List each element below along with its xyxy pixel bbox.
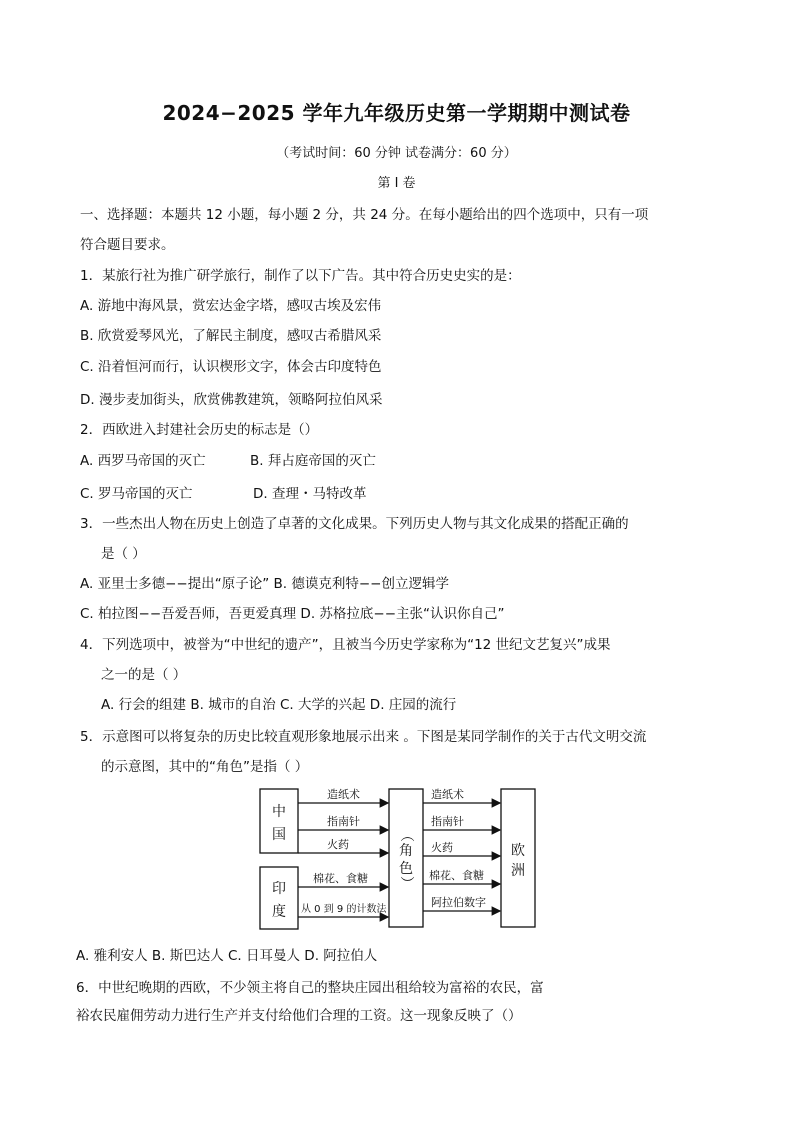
- q1-option-d: D. 漫步麦加街头，欣赏佛教建筑，领略阿拉伯风采: [80, 392, 383, 408]
- q1-option-b: B. 欣赏爱琴风光，了解民主制度，感叹古希腊风采: [80, 328, 382, 344]
- europe-label-2: 洲: [511, 863, 525, 879]
- left-label-gunpowder: 火药: [327, 838, 349, 851]
- q3-options-cd: C. 柏拉图−−吾爱吾师，吾更爱真理 D. 苏格拉底−−主张“认识你自己”: [80, 606, 505, 622]
- section-instructions-line2: 符合题目要求。: [80, 237, 175, 253]
- q5-stem-line1: 5．示意图可以将复杂的历史比较直观形象地展示出来 。下图是某同学制作的关于古代文明交流: [80, 729, 647, 745]
- q1-stem: 1．某旅行社为推广研学旅行，制作了以下广告。其中符合历史史实的是：: [80, 268, 521, 284]
- q2-option-c: C. 罗马帝国的灭亡: [80, 486, 193, 502]
- q2-option-d: D. 查理・马特改革: [253, 486, 367, 502]
- left-label-counting: 从 0 到 9 的计数法: [301, 904, 387, 915]
- china-label-1: 中: [272, 804, 286, 820]
- q5-stem-line2: 的示意图，其中的“角色”是指（ ）: [101, 759, 309, 775]
- role-label-2: 角: [399, 843, 413, 859]
- q2-stem: 2．西欧进入封建社会历史的标志是（）: [80, 422, 319, 438]
- page-title: 2024−2025 学年九年级历史第一学期期中测试卷: [162, 101, 631, 125]
- q3-options-ab: A. 亚里士多德−−提出“原子论” B. 德谟克利特−−创立逻辑学: [80, 576, 449, 592]
- exam-info: （考试时间：60 分钟 试卷满分：60 分）: [276, 146, 517, 161]
- q1-option-a: A. 游地中海风景，赏宏达金字塔，感叹古埃及宏伟: [80, 298, 382, 314]
- china-label-2: 国: [272, 827, 286, 843]
- role-label-3: 色: [399, 861, 413, 877]
- q2-option-a: A. 西罗马帝国的灭亡: [80, 453, 206, 469]
- india-label-2: 度: [272, 904, 286, 920]
- volume-label: 第 I 卷: [377, 176, 416, 191]
- left-label-compass: 指南针: [327, 815, 360, 828]
- right-label-compass: 指南针: [431, 815, 464, 828]
- europe-label-1: 欧: [511, 843, 525, 859]
- india-label-1: 印: [272, 881, 286, 897]
- q4-options: A. 行会的组建 B. 城市的自治 C. 大学的兴起 D. 庄园的流行: [101, 697, 457, 713]
- q6-stem-line1: 6．中世纪晚期的西欧，不少领主将自己的整块庄园出租给较为富裕的农民，富: [76, 980, 544, 996]
- q3-stem-line2: 是（ ）: [101, 546, 146, 562]
- right-label-arabic-numerals: 阿拉伯数字: [431, 896, 486, 909]
- q6-stem-line2: 裕农民雇佣劳动力进行生产并支付给他们合理的工资。这一现象反映了（）: [76, 1008, 522, 1024]
- left-label-paper: 造纸术: [327, 788, 360, 801]
- q2-option-b: B. 拜占庭帝国的灭亡: [250, 453, 376, 469]
- right-label-cotton-sugar: 棉花、食糖: [429, 869, 484, 882]
- right-label-gunpowder: 火药: [431, 841, 453, 854]
- q1-option-c: C. 沿着恒河而行，认识楔形文字，体会古印度特色: [80, 359, 382, 375]
- section-instructions-line1: 一、选择题：本题共 12 小题，每小题 2 分，共 24 分。在每小题给出的四个选项中，只有一项: [80, 207, 649, 223]
- role-label-1: （: [398, 828, 414, 842]
- right-label-paper: 造纸术: [431, 788, 464, 801]
- q4-stem-line2: 之一的是（ ）: [101, 667, 187, 683]
- civilization-exchange-diagram: [255, 783, 555, 935]
- china-box: [260, 789, 298, 853]
- left-label-cotton-sugar: 棉花、食糖: [313, 872, 368, 885]
- q5-options: A. 雅利安人 B. 斯巴达人 C. 日耳曼人 D. 阿拉伯人: [76, 948, 378, 964]
- q4-stem-line1: 4．下列选项中，被誉为“中世纪的遗产”，且被当今历史学家称为“12 世纪文艺复兴”成果: [80, 637, 611, 653]
- role-label-4: ）: [398, 876, 414, 890]
- q3-stem-line1: 3．一些杰出人物在历史上创造了卓著的文化成果。下列历史人物与其文化成果的搭配正确的: [80, 516, 629, 532]
